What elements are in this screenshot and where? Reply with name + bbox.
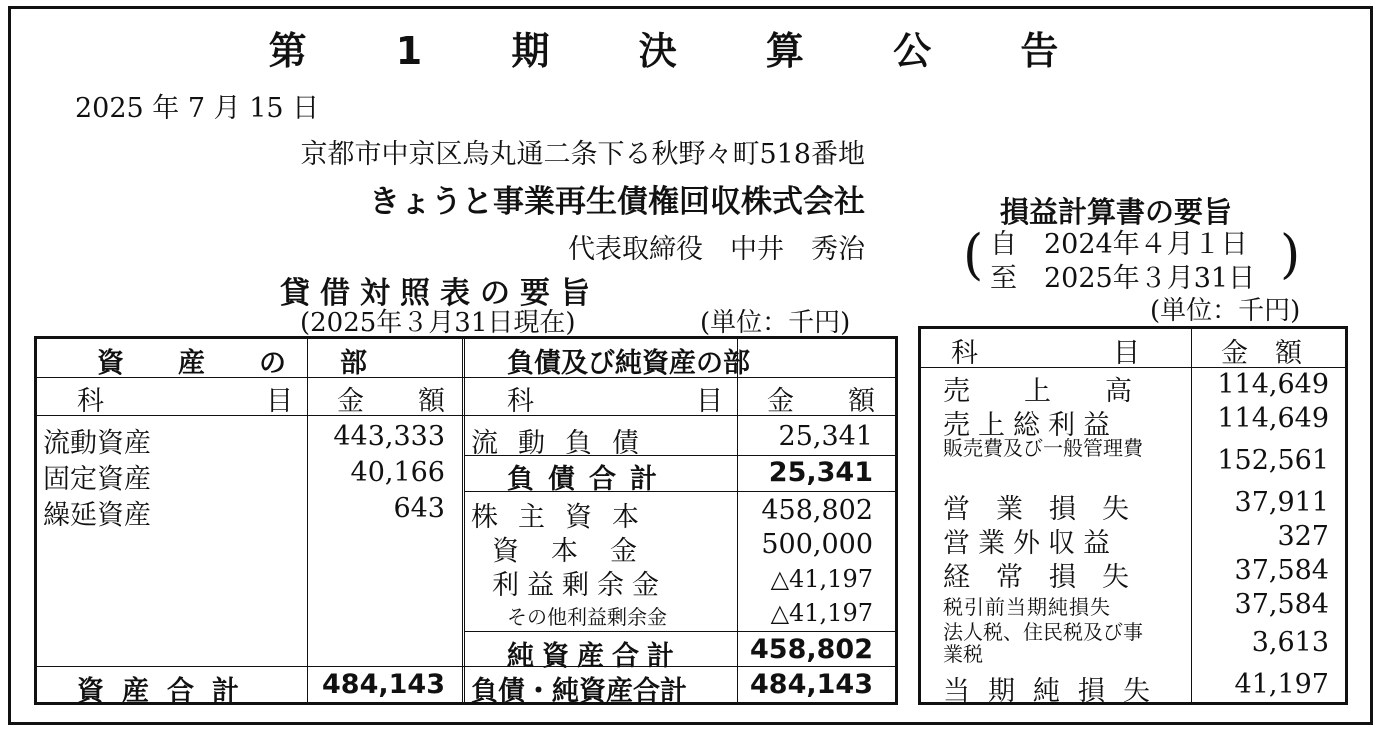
liab-total-label: 負債合計	[507, 464, 671, 495]
bs-title: 貸借対照表の要旨	[280, 276, 600, 311]
company-name: きょうと事業再生債権回収株式会社	[369, 184, 865, 220]
asset-value: 40,166	[350, 457, 445, 488]
pl-row-label: 売上総利益	[943, 410, 1118, 441]
liabilities-header: 負債及び純資産の部	[507, 348, 750, 379]
pl-unit: (単位：千円)	[1150, 296, 1301, 326]
asset-label: 固定資産	[43, 464, 151, 495]
asset-label: 流動資産	[43, 428, 151, 459]
pl-col-item: 科 目	[951, 338, 1140, 369]
liab-label: 流動負債	[471, 428, 659, 459]
pl-row-value: 114,649	[1217, 369, 1329, 400]
liab-equity-total-value: 484,143	[750, 669, 873, 700]
notice-date: 2025 年 7 月 15 日	[75, 93, 320, 124]
period-bracket-left: (	[963, 223, 984, 287]
retained-earnings-label: 利益剰余金	[492, 570, 667, 601]
bs-hline-liab3	[465, 631, 898, 632]
income-statement-table	[918, 326, 1348, 705]
balance-sheet-table	[34, 336, 898, 705]
company-address: 京都市中京区烏丸通二条下る秋野々町518番地	[300, 139, 865, 170]
other-retained-label: その他利益剰余金	[507, 605, 667, 629]
assets-total-label: 資産合計	[77, 676, 257, 707]
bs-vline-a	[307, 339, 308, 702]
notice-title: 第 1 期 決 算 公 告	[268, 29, 1097, 73]
assets-col-amount: 金 額	[337, 386, 445, 417]
asset-value: 643	[393, 493, 445, 524]
pl-row-label: 売 上 高	[943, 376, 1132, 407]
pl-period-to: 至 2025年３月31日	[990, 263, 1256, 294]
bs-vline-b	[737, 339, 738, 702]
pl-col-amount: 金 額	[1221, 338, 1302, 369]
pl-row-value: 114,649	[1217, 403, 1329, 434]
other-retained-value: △41,197	[770, 599, 873, 627]
pl-row-label: 当期純損失	[943, 676, 1168, 707]
pl-title: 損益計算書の要旨	[1000, 195, 1233, 229]
liab-col-item: 科 目	[507, 386, 723, 417]
pl-row-value: 3,613	[1251, 627, 1329, 658]
pl-vline	[1191, 329, 1192, 702]
net-assets-total-value: 458,802	[750, 634, 873, 665]
liab-col-amount: 金 額	[767, 386, 875, 417]
period-bracket-right: )	[1280, 225, 1301, 285]
asset-label: 繰延資産	[43, 500, 151, 531]
assets-col-item: 科 目	[77, 386, 293, 417]
pl-row-value: 152,561	[1217, 445, 1329, 476]
capital-label: 資本金	[492, 536, 669, 567]
pl-row-label: 経常損失	[943, 562, 1155, 593]
pl-row-value: 37,911	[1234, 487, 1329, 518]
pl-row-label: 営業損失	[943, 494, 1155, 525]
capital-value: 500,000	[761, 529, 873, 560]
bs-hline-total	[37, 666, 895, 667]
liab-equity-total-label: 負債・純資産合計	[471, 676, 687, 707]
pl-row-value: 37,584	[1234, 589, 1329, 620]
pl-row-label: 営業外収益	[943, 528, 1118, 559]
liab-total-value: 25,341	[768, 457, 873, 488]
pl-row-label: 税引前当期純損失	[943, 595, 1111, 619]
pl-row-value: 327	[1277, 521, 1329, 552]
net-assets-total-label: 純資産合計	[507, 641, 682, 672]
asset-value: 443,333	[333, 421, 445, 452]
pl-period-from: 自 2024年４月１日	[990, 229, 1248, 260]
bs-date: (2025年３月31日現在)	[300, 308, 576, 338]
representative: 代表取締役 中井 秀治	[568, 234, 865, 265]
bs-unit: (単位：千円)	[700, 308, 851, 338]
equity-value: 458,802	[761, 495, 873, 526]
bs-center-divider	[462, 339, 468, 702]
assets-total-value: 484,143	[322, 669, 445, 700]
retained-earnings-value: △41,197	[770, 565, 873, 593]
assets-header: 資 産 の 部	[97, 348, 367, 379]
pl-row-value: 37,584	[1234, 555, 1329, 586]
pl-row-label: 法人税、住民税及び事業税	[943, 620, 1143, 666]
pl-row-label: 販売費及び一般管理費	[943, 436, 1143, 460]
liab-value: 25,341	[778, 421, 873, 452]
pl-row-value: 41,197	[1234, 669, 1329, 700]
equity-label: 株主資本	[471, 502, 659, 533]
